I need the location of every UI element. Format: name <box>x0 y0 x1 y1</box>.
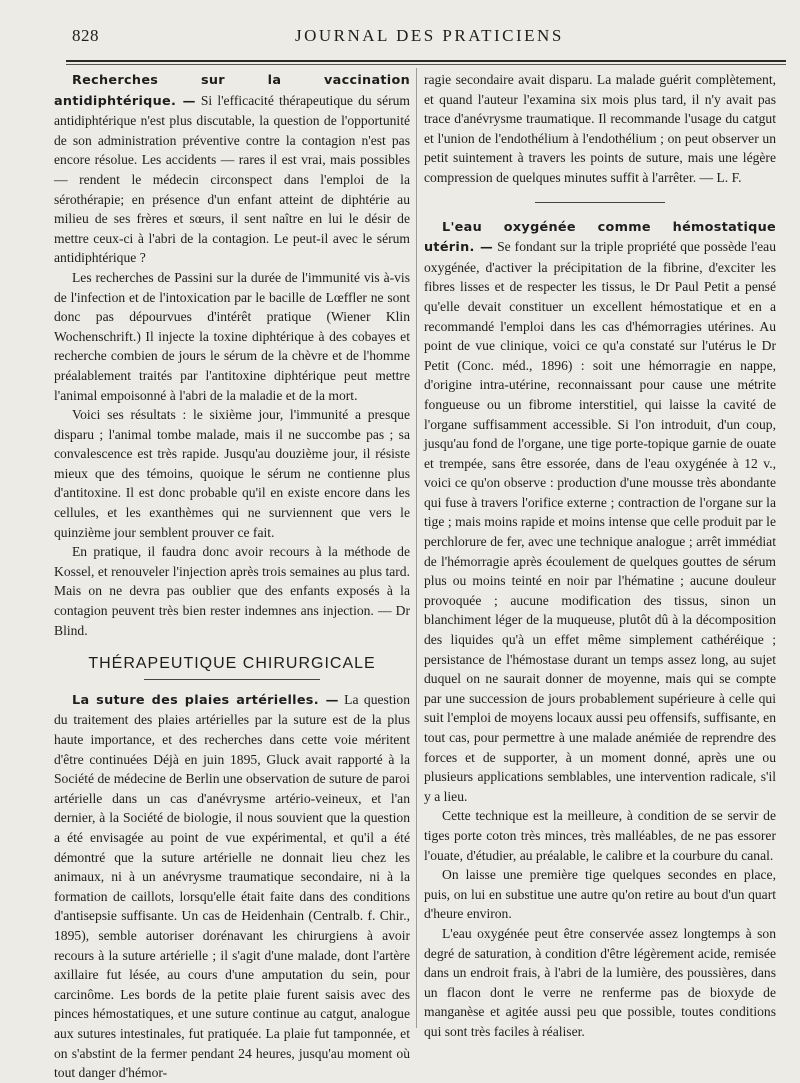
section-title: THÉRAPEUTIQUE CHIRURGICALE <box>54 654 410 680</box>
article-eau-oxygenee-p2: Cette technique est la meilleure, à condition de se servir de tiges porte coton très minces, très malléables, de ne pas essorer l'ouate, d'étudier, au préalable, le calibre et la courbure du canal. <box>424 808 776 863</box>
article-vaccination-p2: Les recherches de Passini sur la durée de l'immunité vis à-vis de l'infection et de l'intoxication par le bacille de Lœffler ne sont donc pas dépourvues d'intérêt pratique (Wiener Klin Wochenschrift.) Il injecte la toxine diphtérique à des cobayes et recherche combien de jours le sérum de la chèvre et de l'homme préalablement traités par l'antitoxine diphtérique peut mettre l'animal empoisonné à l'abri de la maladie et de la mort. <box>54 269 410 403</box>
article-suture-continuation: ragie secondaire avait disparu. La malade guérit complètement, et quand l'auteur l'examina six mois plus tard, il n'y avait pas trace d'anévrysme traumatique. Il recommande l'usage du catgut et l'union de l'endothélium à l'endothélium ; on peut observer un petit suintement à travers les points de suture, mais une légère compression de quelques minutes suffit à l'arrêter. — L. F. <box>424 72 776 185</box>
left-column <box>54 70 410 1083</box>
article-suture-p1-text: La question du traitement des plaies artérielles par la suture est de la plus haute importance, et des recherches dans cette voie méritent d'être continuées Déjà en juin 1895, Gluck avait rapporté à la Société de médecine de Berlin une observation de suture de paroi artérielle dans un cas d'anévrysme artério-veineux, et l'an dernier, à la Société de biologie, il nous souvient que la question a été envisagée au point de vue expérimental, et qu'il a été démontré que la suture artérielle ne donnait lieu chez les animaux, ni à un anévrysme traumatique secondaire, ni à la formation de caillots, lorsqu'elle était faite dans des conditions d'antisepsie suffisante. Un cas de Heidenhain (Centralb. f. Chir., 1895), semble autoriser dorénavant les chirurgiens à avoir recours à la suture artérielle ; il s'agit d'une malade, dont l'artère axillaire fut lésée, au cours d'une amputation du sein, pour carcinôme. Les bords de la petite plaie furent saisis avec des pinces hémostatiques, et une suture continue au catgut, analogue aux sutures intestinales, fut pratiquée. La plaie fut tamponnée, et on s'abstint de la fermer pendant 24 heures, jusqu'au moment où tout danger d'hémor- <box>54 691 410 1081</box>
right-column <box>424 70 776 1042</box>
article-separator <box>535 202 665 203</box>
article-suture-p1 <box>54 690 410 1083</box>
article-eau-oxygenee-p1 <box>424 217 776 807</box>
page-number: 828 <box>72 26 99 45</box>
article-vaccination-p1-text: Si l'efficacité thérapeutique du sérum antidiphtérique n'est plus discutable, la question de l'opportunité de son administration préventive contre la contagion n'est pas encore résolue. Les accidents — rares il est vrai, mais possibles — rendent le médecin circonspect dans l'emploi de la sérothérapie; en présence d'un enfant atteint de diphtérie au milieu de ses frères et sœurs, il sent naître en lui le désir de mettre ceux-ci à l'abri de la contagion. Le peut-il avec le sérum antidiphtérique ? <box>54 92 410 266</box>
page-header <box>0 22 800 50</box>
article-eau-oxygenee-p3: On laisse une première tige quelques secondes en place, puis, on lui en substitue une autre qu'on retire au bout d'un quart d'heure environ. <box>424 867 776 922</box>
article-vaccination-p4: En pratique, il faudra donc avoir recours à la méthode de Kossel, et renouveler l'injection après trois semaines au plus tard. Mais on ne devra pas oublier que des enfants exposés à la contagion peuvent très bien rester indemnes ans injection. — Dr Blind. <box>54 544 410 638</box>
article-title-vaccination: Recherches sur la vaccination antidiphtérique. — <box>54 73 410 109</box>
article-eau-oxygenee-p1-text: Se fondant sur la triple propriété que possède l'eau oxygénée, d'activer la précipitation de la fibrine, d'exciter les fibres lisses et de respecter les tissus, le Dr Paul Petit a pensé qu'elle devait constituer un excellent hémostatique et en a recommandé l'emploi dans les cas d'hémorragies utérines. Au point de vue clinique, voici ce qu'a constaté sur l'utérus le Dr Petit (Conc. méd., 1896) : soit une hémorragie en nappe, d'origine intra-utérine, reconnaissant pour cause une métrite fongueuse ou un fibrome interstitiel, qui laisse la cavité de l'organe suffisamment accessible. Si l'on introduit, d'un coup, jusqu'au fond de l'organe, une tige porte-topique garnie de ouate et trempée, sans être essorée, dans de l'eau oxygénée à 12 v., voici ce qu'on observe : production d'une mousse très abondante qui fuse à travers l'orifice externe ; contraction de l'organe sur la tige ; mais moins rapide et moins intense que celle produit par le perchlorure de fer, avec une technique analogue ; arrêt immédiat de l'hémorragie après écoulement de quelques gouttes de sérum plus ou moins teinté en noir par l'hématine ; aucune douleur provoquée ; aucune modification des tissus, sinon un blanchiment léger de la muqueuse, plutôt dû à la décomposition des liquides qu'à un effet même simplement cathéréique ; persistance de l'hémostase durant un temps assez long, au sujet duquel on ne saurait donner de moyenne, mais qui se compte par une succession de jours probablement supérieure à celle qui suit l'emploi de moyens locaux aussi peu offensifs, suffisante, en tout cas, pour permettre à une malade anémiée de reprendre des forces et de supporter, à un moment donné, après une ou plusieurs applications semblables, une intervention radicale, s'il y a lieu. <box>424 239 777 804</box>
article-title-eau-oxygenee: L'eau oxygénée comme hémostatique utérin. — <box>424 219 776 256</box>
header-rule <box>66 60 786 62</box>
running-title: JOURNAL DES PRATICIENS <box>295 26 564 45</box>
article-vaccination-p3: Voici ses résultats : le sixième jour, l'immunité a presque disparu ; l'animal tombe malade, mais il ne succombe pas ; sa convalescence est très rapide. Jusqu'au douzième jour, il résiste mieux que des témoins, quoique le sérum ne contienne plus d'antitoxine. Il est donc probable qu'il en existe encore dans les cellules, et les exanthèmes qui ne surviennent que vers le quinzième jour semblent prouver ce fait. <box>54 407 410 540</box>
article-eau-oxygenee-p4: L'eau oxygénée peut être conservée assez longtemps à son degré de saturation, à condition d'être légèrement acide, remisée dans un endroit frais, à l'abri de la lumière, des poussières, dans un flacon dont le verre ne renferme pas de bioxyde de manganèse et agitée aussi peu que possible, toutes conditions qui sont très faciles à réaliser. <box>424 925 776 1039</box>
article-vaccination-p1 <box>54 70 410 268</box>
article-title-suture: La suture des plaies artérielles. — <box>72 692 339 708</box>
column-divider <box>416 68 417 1028</box>
header-rule-thin <box>66 64 786 65</box>
